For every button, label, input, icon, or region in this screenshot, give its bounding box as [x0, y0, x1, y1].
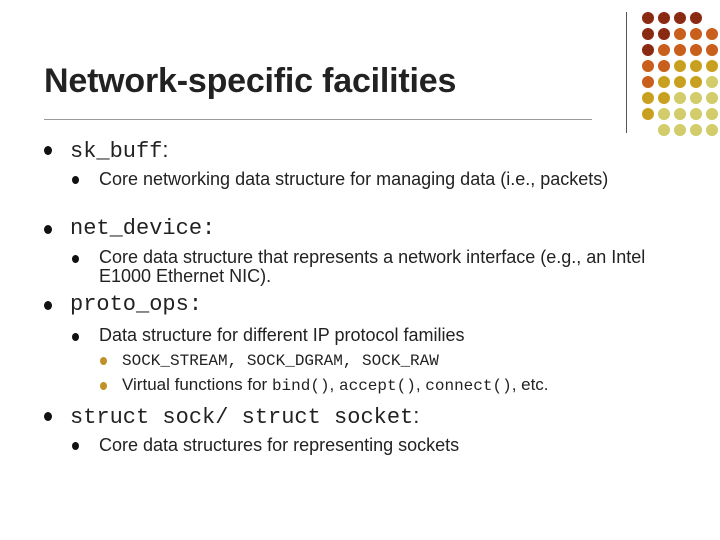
item-description: Core data structures for representing sockets	[99, 435, 460, 455]
decorative-dot	[706, 44, 718, 56]
decorative-dot	[658, 92, 670, 104]
decorative-dot	[658, 12, 670, 24]
item-heading-sk-buff	[70, 137, 169, 164]
decorative-dot	[706, 76, 718, 88]
bullet-icon	[72, 442, 79, 450]
decorative-dot	[706, 28, 718, 40]
heading-suffix: :	[413, 403, 420, 428]
bullet-icon	[44, 225, 52, 234]
decorative-dot	[690, 108, 702, 120]
code-text: struct sock/ struct socket	[70, 405, 414, 430]
decorative-dot	[642, 108, 654, 120]
title-underline	[44, 119, 592, 120]
code-text: connect()	[425, 377, 512, 395]
item-description: Data structure for different IP protocol families	[99, 325, 465, 345]
decorative-dot	[674, 12, 686, 24]
bullet-icon	[44, 301, 52, 310]
decorative-dot	[642, 12, 654, 24]
bullet-icon	[44, 412, 52, 421]
decorative-dot	[642, 28, 654, 40]
decorative-dot	[658, 124, 670, 136]
item-description: Core data structure that represents a network interface (e.g., an Intel E1000 Ethernet NIC).	[99, 247, 646, 286]
decorative-dot	[642, 60, 654, 72]
decorative-dot	[658, 60, 670, 72]
decorative-dot	[674, 124, 686, 136]
bullet-icon	[72, 176, 79, 184]
decorative-dot	[658, 44, 670, 56]
slide-title: Network-specific facilities	[44, 62, 457, 100]
decorative-dot	[674, 60, 686, 72]
heading-suffix: :	[162, 137, 169, 162]
decorative-dot	[642, 76, 654, 88]
code-text: bind()	[271, 377, 330, 395]
bullet-icon	[100, 357, 107, 365]
decorative-dot	[642, 92, 654, 104]
code-text: sk_buff	[70, 139, 163, 164]
decorative-dot	[658, 108, 670, 120]
virtual-functions-line	[122, 375, 549, 395]
decorative-dot	[674, 28, 686, 40]
decorative-dot	[674, 108, 686, 120]
plain-text: ,	[329, 375, 339, 394]
decorative-dot	[690, 92, 702, 104]
plain-text: Virtual functions for	[122, 375, 272, 394]
item-heading-struct-sock	[70, 403, 419, 430]
decorative-dot	[690, 124, 702, 136]
code-text: accept()	[339, 377, 416, 395]
code-text: proto_ops:	[70, 292, 203, 317]
decorative-dot	[642, 44, 654, 56]
decorative-dot	[658, 76, 670, 88]
item-heading-net-device	[70, 216, 215, 241]
decorative-dot	[690, 12, 702, 24]
decorative-dot	[706, 92, 718, 104]
decorative-dot	[690, 44, 702, 56]
decorative-dot	[706, 124, 718, 136]
socket-types	[122, 350, 439, 370]
vertical-divider	[626, 12, 627, 133]
decorative-dot	[706, 60, 718, 72]
code-text: net_device:	[70, 216, 216, 241]
item-description: Core networking data structure for managing data (i.e., packets)	[99, 169, 609, 189]
decorative-dot	[674, 44, 686, 56]
decorative-dot	[674, 76, 686, 88]
code-text: SOCK_STREAM, SOCK_DGRAM, SOCK_RAW	[122, 352, 439, 370]
decorative-dot	[658, 28, 670, 40]
decorative-dot	[690, 28, 702, 40]
decorative-dot	[674, 92, 686, 104]
plain-text: ,	[415, 375, 426, 394]
bullet-icon	[72, 255, 79, 263]
plain-text: , etc.	[511, 375, 549, 394]
item-heading-proto-ops	[70, 292, 202, 317]
decorative-dot	[690, 60, 702, 72]
bullet-icon	[44, 146, 52, 155]
decorative-dot	[706, 108, 718, 120]
decorative-dot	[690, 76, 702, 88]
bullet-icon	[100, 382, 107, 390]
bullet-icon	[72, 333, 79, 341]
